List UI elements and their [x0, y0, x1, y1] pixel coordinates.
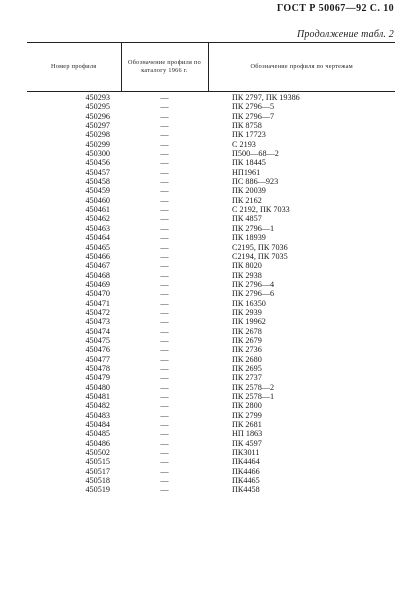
profile-number-cell: 450295	[85, 102, 110, 112]
profile-number-cell: 450474	[85, 326, 110, 336]
profiles-table	[27, 42, 395, 495]
table-row	[27, 289, 395, 298]
table-row	[27, 373, 395, 382]
catalog-designation-cell: —	[160, 392, 169, 401]
drawing-designation-cell: ПК3011	[232, 448, 260, 458]
table-row	[27, 299, 395, 308]
profile-number-cell: 450480	[85, 382, 110, 392]
catalog-designation-cell: —	[160, 326, 169, 336]
drawing-designation-cell: ПК 16350	[232, 298, 266, 308]
catalog-designation-cell: —	[160, 205, 169, 215]
drawing-designation-cell: С 2193	[232, 139, 256, 149]
table-row	[27, 476, 395, 485]
catalog-designation-cell: —	[160, 485, 169, 495]
table-row	[27, 383, 395, 392]
catalog-designation-cell: —	[160, 223, 169, 233]
drawing-designation-cell: ПК 2796—5	[232, 102, 275, 112]
drawing-designation-cell: ПК 20039	[232, 186, 266, 196]
drawing-designation-cell: ПК 18939	[232, 233, 266, 243]
catalog-designation-cell: —	[160, 429, 169, 439]
drawing-designation-cell: ПК 2678	[232, 326, 262, 336]
table-row	[27, 243, 395, 252]
table-row	[27, 411, 395, 420]
profile-number-cell: 450482	[85, 401, 110, 411]
profile-number-cell: 450517	[85, 466, 110, 476]
drawing-designation-cell: ПК 4597	[232, 438, 262, 448]
table-row	[27, 271, 395, 280]
profile-number-cell: 450478	[85, 363, 110, 373]
catalog-designation-cell: —	[160, 121, 169, 131]
catalog-designation-cell: —	[160, 373, 169, 383]
table-row	[27, 467, 395, 476]
catalog-designation-cell: —	[160, 177, 169, 187]
table-row	[27, 186, 395, 195]
profile-number-cell: 450293	[85, 93, 110, 102]
profile-number-cell: 450475	[85, 335, 110, 345]
catalog-designation-cell: —	[160, 382, 169, 392]
drawing-designation-cell: ПК 2695	[232, 363, 262, 373]
table-header-row	[27, 43, 395, 92]
drawing-designation-cell: ПК4458	[232, 485, 260, 495]
profile-number-cell: 450458	[85, 177, 110, 187]
drawing-designation-cell: ПК4465	[232, 476, 260, 486]
drawing-designation-cell: ПС 886—923	[232, 177, 279, 187]
table-row	[27, 214, 395, 223]
drawing-designation-cell: ПК 2938	[232, 270, 262, 280]
drawing-designation-cell: ПК 8020	[232, 261, 262, 271]
catalog-designation-cell: —	[160, 289, 169, 299]
drawing-designation-cell: ПК 17723	[232, 130, 266, 140]
table-row	[27, 485, 395, 494]
catalog-designation-cell: —	[160, 457, 169, 467]
table-row	[27, 252, 395, 261]
table-row	[27, 92, 395, 103]
table-row	[27, 121, 395, 130]
catalog-designation-cell: —	[160, 466, 169, 476]
drawing-designation-cell: ПК 18445	[232, 158, 266, 168]
table-row	[27, 364, 395, 373]
table-row	[27, 196, 395, 205]
drawing-designation-cell: ПК 2737	[232, 373, 262, 383]
profile-number-cell: 450476	[85, 345, 110, 355]
drawing-designation-cell: ПК 2578—1	[232, 392, 275, 401]
drawing-designation-cell: ПК 2797, ПК 19386	[232, 93, 300, 102]
drawing-designation-cell: ПК 2796—7	[232, 111, 275, 121]
catalog-designation-cell: —	[160, 167, 169, 177]
profile-number-cell: 450468	[85, 270, 110, 280]
profile-number-cell: 450484	[85, 420, 110, 430]
catalog-designation-cell: —	[160, 111, 169, 121]
table-row	[27, 224, 395, 233]
table-row	[27, 317, 395, 326]
drawing-designation-cell: ПК4464	[232, 457, 260, 467]
drawing-designation-cell: ПК 2681	[232, 420, 262, 430]
drawing-designation-cell: ПК 2796—4	[232, 279, 275, 289]
profile-number-cell: 450471	[85, 298, 110, 308]
profile-number-cell: 450298	[85, 130, 110, 140]
catalog-designation-cell: —	[160, 158, 169, 168]
document-header: ГОСТ Р 50067—92 С. 10	[276, 3, 394, 14]
table-continuation-caption: Продолжение табл. 2	[296, 29, 394, 40]
drawing-designation-cell: С 2192, ПК 7033	[232, 205, 290, 215]
catalog-designation-cell: —	[160, 363, 169, 373]
drawing-designation-cell: П500—68—2	[232, 149, 279, 159]
drawing-designation-cell: ПК 4857	[232, 214, 262, 224]
table-row	[27, 280, 395, 289]
table-row	[27, 457, 395, 466]
catalog-designation-cell: —	[160, 317, 169, 327]
drawing-designation-cell: НП 1863	[232, 429, 263, 439]
drawing-designation-cell: ПК 8758	[232, 121, 262, 131]
table-row	[27, 308, 395, 317]
profile-number-cell: 450296	[85, 111, 110, 121]
table-row	[27, 168, 395, 177]
profile-number-cell: 450462	[85, 214, 110, 224]
profile-number-cell: 450463	[85, 223, 110, 233]
catalog-designation-cell: —	[160, 233, 169, 243]
catalog-designation-cell: —	[160, 139, 169, 149]
profile-number-cell: 450470	[85, 289, 110, 299]
catalog-designation-cell: —	[160, 214, 169, 224]
column-header-catalog-1966: Обозначение профиля по каталогу 1966 г.	[121, 43, 208, 92]
profile-number-cell: 450483	[85, 410, 110, 420]
catalog-designation-cell: —	[160, 401, 169, 411]
drawing-designation-cell: ПК4466	[232, 466, 260, 476]
table-row	[27, 205, 395, 214]
table-row	[27, 149, 395, 158]
catalog-designation-cell: —	[160, 195, 169, 205]
drawing-designation-cell: ПК 2679	[232, 335, 262, 345]
profile-number-cell: 450300	[85, 149, 110, 159]
table-row	[27, 112, 395, 121]
drawing-designation-cell: С2195, ПК 7036	[232, 242, 288, 252]
catalog-designation-cell: —	[160, 448, 169, 458]
profile-number-cell: 450465	[85, 242, 110, 252]
table-row	[27, 392, 395, 401]
table-row	[27, 401, 395, 410]
profile-number-cell: 450486	[85, 438, 110, 448]
profile-number-cell: 450464	[85, 233, 110, 243]
catalog-designation-cell: —	[160, 438, 169, 448]
table-row	[27, 345, 395, 354]
drawing-designation-cell: ПК 2162	[232, 195, 262, 205]
catalog-designation-cell: —	[160, 130, 169, 140]
drawing-designation-cell: ПК 2796—6	[232, 289, 275, 299]
profile-number-cell: 450515	[85, 457, 110, 467]
profile-number-cell: 450519	[85, 485, 110, 495]
catalog-designation-cell: —	[160, 420, 169, 430]
profile-number-cell: 450479	[85, 373, 110, 383]
catalog-designation-cell: —	[160, 307, 169, 317]
catalog-designation-cell: —	[160, 354, 169, 364]
profile-number-cell: 450459	[85, 186, 110, 196]
table-row	[27, 429, 395, 438]
profile-number-cell: 450518	[85, 476, 110, 486]
table-row	[27, 140, 395, 149]
profile-number-cell: 450467	[85, 261, 110, 271]
catalog-designation-cell: —	[160, 251, 169, 261]
table-row	[27, 355, 395, 364]
column-header-drawing-designation: Обозначение профиля по чертежам	[208, 43, 395, 92]
drawing-designation-cell: НП1961	[232, 167, 261, 177]
table-row	[27, 158, 395, 167]
table-row	[27, 439, 395, 448]
drawing-designation-cell: ПК 2680	[232, 354, 262, 364]
catalog-designation-cell: —	[160, 93, 169, 102]
catalog-designation-cell: —	[160, 335, 169, 345]
catalog-designation-cell: —	[160, 186, 169, 196]
table-row	[27, 420, 395, 429]
catalog-designation-cell: —	[160, 102, 169, 112]
catalog-designation-cell: —	[160, 279, 169, 289]
catalog-designation-cell: —	[160, 270, 169, 280]
profile-number-cell: 450461	[85, 205, 110, 215]
table-row	[27, 130, 395, 139]
catalog-designation-cell: —	[160, 476, 169, 486]
column-header-profile-number: Номер профиля	[27, 43, 121, 92]
profile-number-cell: 450477	[85, 354, 110, 364]
table-row	[27, 233, 395, 242]
drawing-designation-cell: ПК 19962	[232, 317, 266, 327]
profile-number-cell: 450481	[85, 392, 110, 401]
catalog-designation-cell: —	[160, 345, 169, 355]
catalog-designation-cell: —	[160, 261, 169, 271]
table-row	[27, 336, 395, 345]
table-body	[27, 92, 395, 495]
profile-number-cell: 450502	[85, 448, 110, 458]
profile-number-cell: 450460	[85, 195, 110, 205]
drawing-designation-cell: С2194, ПК 7035	[232, 251, 288, 261]
profile-number-cell: 450485	[85, 429, 110, 439]
profile-number-cell: 450469	[85, 279, 110, 289]
profile-number-cell: 450299	[85, 139, 110, 149]
table-row	[27, 327, 395, 336]
drawing-designation-cell: ПК 2578—2	[232, 382, 275, 392]
table-row	[27, 261, 395, 270]
drawing-designation-cell: ПК 2799	[232, 410, 262, 420]
table-row	[27, 177, 395, 186]
drawing-designation-cell: ПК 2796—1	[232, 223, 275, 233]
drawing-designation-cell: ПК 2939	[232, 307, 262, 317]
catalog-designation-cell: —	[160, 149, 169, 159]
catalog-designation-cell: —	[160, 242, 169, 252]
profile-number-cell: 450457	[85, 167, 110, 177]
table-row	[27, 102, 395, 111]
catalog-designation-cell: —	[160, 410, 169, 420]
table-row	[27, 448, 395, 457]
profile-number-cell: 450297	[85, 121, 110, 131]
profile-number-cell: 450473	[85, 317, 110, 327]
profile-number-cell: 450466	[85, 251, 110, 261]
profile-number-cell: 450456	[85, 158, 110, 168]
drawing-designation-cell: ПК 2800	[232, 401, 262, 411]
profile-number-cell: 450472	[85, 307, 110, 317]
drawing-designation-cell: ПК 2736	[232, 345, 262, 355]
catalog-designation-cell: —	[160, 298, 169, 308]
